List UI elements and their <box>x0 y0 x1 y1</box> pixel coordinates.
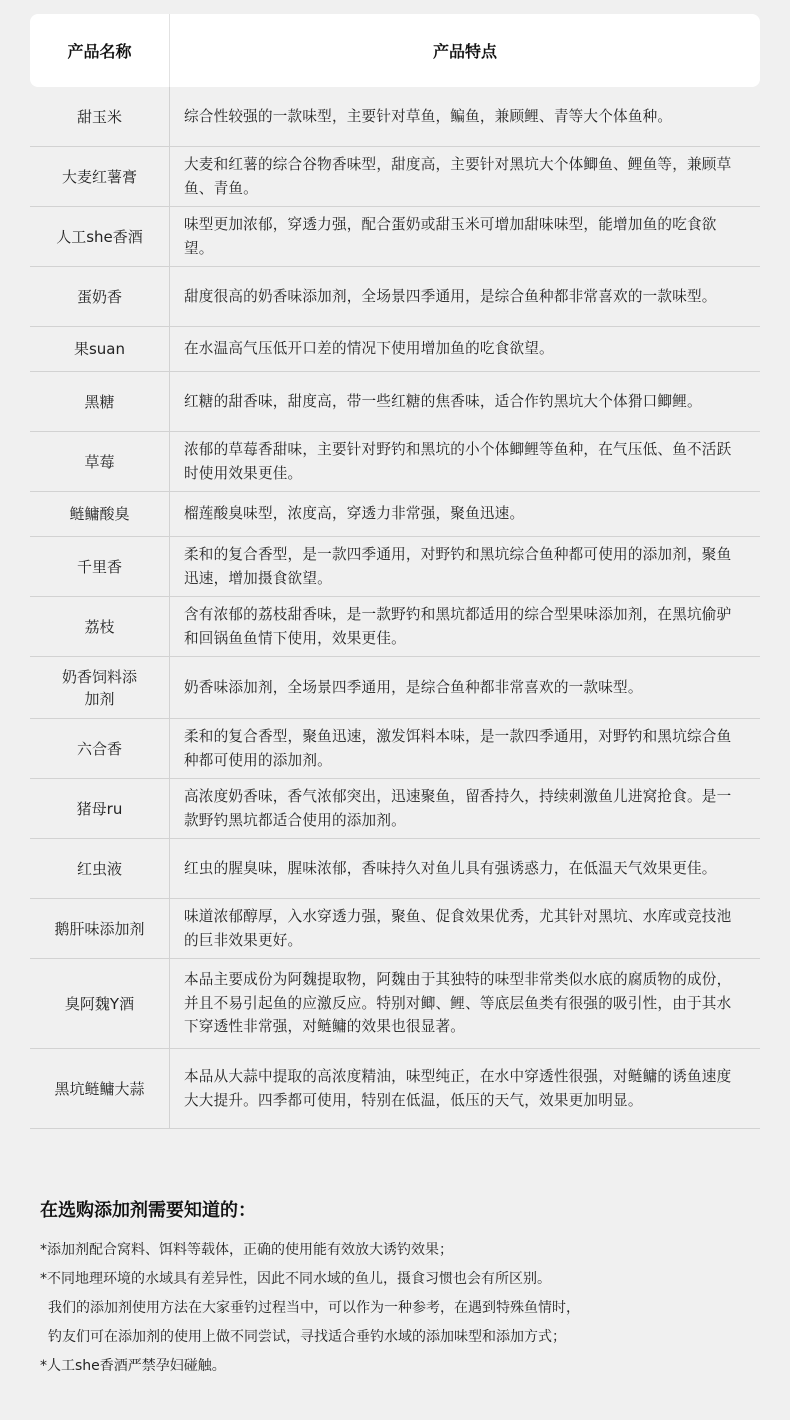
product-feature-cell: 综合性较强的一款味型，主要针对草鱼，鳊鱼，兼顾鲤、青等大个体鱼种。 <box>184 107 673 125</box>
header-product-name: 产品名称 <box>30 14 170 87</box>
product-name-cell: 大麦红薯膏 <box>30 147 170 206</box>
product-name-cell: 千里香 <box>30 537 170 596</box>
product-feature-cell: 味道浓郁醇厚，入水穿透力强，聚鱼、促食效果优秀，尤其针对黑坑、水库或竞技池的巨非效果更好。 <box>184 908 732 949</box>
table-row <box>30 147 760 207</box>
table-row <box>30 597 760 657</box>
product-name-cell: 奶香饲料添加剂 <box>30 657 170 718</box>
table-row <box>30 492 760 537</box>
table-row <box>30 839 760 899</box>
table-row <box>30 537 760 597</box>
notes-title: 在选购添加剂需要知道的： <box>40 1200 256 1221</box>
purchase-notes <box>40 1196 760 1381</box>
product-feature-cell: 榴莲酸臭味型，浓度高，穿透力非常强，聚鱼迅速。 <box>184 505 525 523</box>
table-body <box>30 87 760 1129</box>
product-name-cell: 草莓 <box>30 432 170 491</box>
product-feature-cell: 在水温高气压低开口差的情况下使用增加鱼的吃食欲望。 <box>184 340 554 358</box>
product-feature-cell: 大麦和红薯的综合谷物香味型，甜度高，主要针对黑坑大个体鲫鱼、鲤鱼等，兼顾草鱼、青鱼。 <box>184 156 732 197</box>
product-feature-cell: 高浓度奶香味，香气浓郁突出，迅速聚鱼，留香持久，持续刺激鱼儿进窝抢食。是一款野钓黑坑都适合使用的添加剂。 <box>184 788 732 829</box>
table-row <box>30 779 760 839</box>
table-row <box>30 327 760 372</box>
product-name-cell: 鹅肝味添加剂 <box>30 899 170 958</box>
table-row <box>30 719 760 779</box>
product-name-cell: 红虫液 <box>30 839 170 898</box>
product-name-cell: 蛋奶香 <box>30 267 170 326</box>
header-product-feature: 产品特点 <box>432 42 497 61</box>
product-feature-cell: 柔和的复合香型，是一款四季通用，对野钓和黑坑综合鱼种都可使用的添加剂，聚鱼迅速，增加摄食欲望。 <box>184 546 732 587</box>
product-name-cell: 人工she香酒 <box>30 207 170 266</box>
product-feature-cell: 奶香味添加剂，全场景四季通用，是综合鱼种都非常喜欢的一款味型。 <box>184 678 643 696</box>
table-row <box>30 87 760 147</box>
product-feature-cell: 红虫的腥臭味，腥味浓郁，香味持久对鱼儿具有强诱惑力，在低温天气效果更佳。 <box>184 859 717 877</box>
product-feature-cell: 甜度很高的奶香味添加剂，全场景四季通用，是综合鱼种都非常喜欢的一款味型。 <box>184 287 717 305</box>
product-table <box>30 14 760 1129</box>
product-name-cell: 果suan <box>30 327 170 371</box>
product-feature-cell: 本品从大蒜中提取的高浓度精油，味型纯正，在水中穿透性很强，对鲢鳙的诱鱼速度大大提升。四季都可使用，特别在低温，低压的天气，效果更加明显。 <box>184 1068 732 1109</box>
table-row <box>30 267 760 327</box>
note-line: 我们的添加剂使用方法在大家垂钓过程当中，可以作为一种参考，在遇到特殊鱼情时， <box>48 1300 580 1316</box>
table-row <box>30 657 760 719</box>
product-feature-cell: 味型更加浓郁，穿透力强，配合蛋奶或甜玉米可增加甜味味型，能增加鱼的吃食欲望。 <box>184 216 717 257</box>
note-line: *添加剂配合窝料、饵料等载体，正确的使用能有效放大诱钓效果； <box>40 1242 453 1258</box>
table-row <box>30 207 760 267</box>
product-name-cell: 黑坑鲢鳙大蒜 <box>30 1049 170 1128</box>
product-name-cell: 黑糖 <box>30 372 170 431</box>
table-row <box>30 959 760 1049</box>
note-line: *人工she香酒严禁孕妇碰触。 <box>40 1358 226 1374</box>
note-line: 钓友们可在添加剂的使用上做不同尝试，寻找适合垂钓水域的添加味型和添加方式； <box>48 1329 566 1345</box>
product-name-cell: 臭阿魏Y酒 <box>30 959 170 1048</box>
product-feature-cell: 含有浓郁的荔枝甜香味，是一款野钓和黑坑都适用的综合型果味添加剂，在黑坑偷驴和回锅鱼鱼情下使用，效果更佳。 <box>184 606 732 647</box>
table-row <box>30 1049 760 1129</box>
product-feature-cell: 红糖的甜香味，甜度高，带一些红糖的焦香味，适合作钓黑坑大个体猾口鲫鲤。 <box>184 392 702 410</box>
table-row <box>30 372 760 432</box>
product-name-cell: 荔枝 <box>30 597 170 656</box>
table-row <box>30 432 760 492</box>
table-header <box>30 14 760 87</box>
product-name-cell: 猪母ru <box>30 779 170 838</box>
table-row <box>30 899 760 959</box>
product-feature-cell: 柔和的复合香型，聚鱼迅速，激发饵料本味，是一款四季通用，对野钓和黑坑综合鱼种都可使用的添加剂。 <box>184 728 732 769</box>
product-name-cell: 甜玉米 <box>30 87 170 146</box>
product-feature-cell: 本品主要成份为阿魏提取物，阿魏由于其独特的味型非常类似水底的腐质物的成份，并且不易引起鱼的应激反应。特别对鲫、鲤、等底层鱼类有很强的吸引性，由于其水下穿透性非常强，对鲢鳙的效果也很显著。 <box>184 971 732 1036</box>
product-name-cell: 六合香 <box>30 719 170 778</box>
note-line: *不同地理环境的水域具有差异性，因此不同水域的鱼儿，摄食习惯也会有所区别。 <box>40 1271 551 1287</box>
product-name-cell: 鲢鳙酸臭 <box>30 492 170 536</box>
product-feature-cell: 浓郁的草莓香甜味，主要针对野钓和黑坑的小个体鲫鲤等鱼种，在气压低、鱼不活跃时使用效果更佳。 <box>184 441 732 482</box>
